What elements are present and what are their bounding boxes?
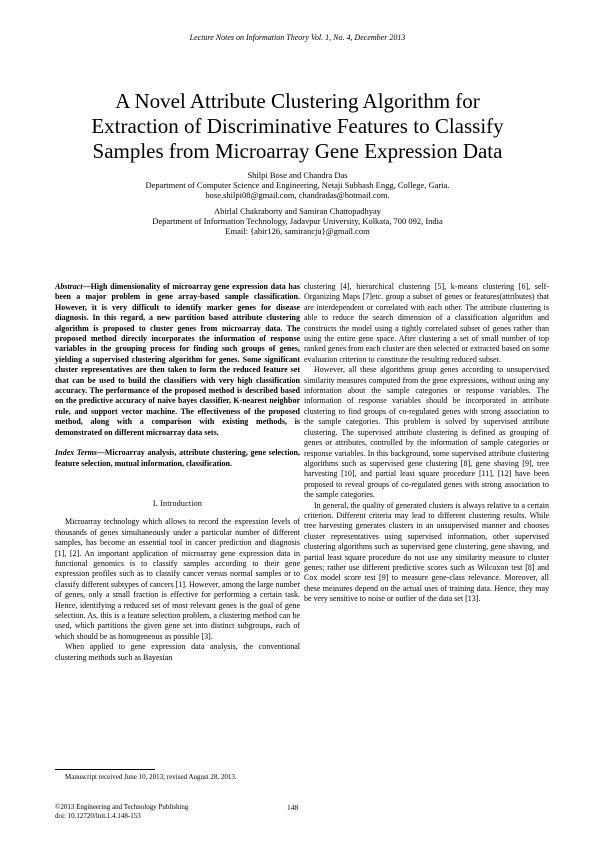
index-terms-lead: Index Terms — [55, 448, 97, 458]
author-affiliation: Department of Computer Science and Engineering, Netaji Subhash Engg, College, Garia. — [145, 180, 450, 190]
paragraph: When applied to gene expression data analysis, the conventional clustering methods such as Bayesian — [55, 642, 300, 662]
doi: doi: 10.12720/lnit.1.4.148-153 — [55, 812, 141, 820]
page-number: 148 — [287, 803, 299, 812]
copyright: ©2013 Engineering and Technology Publishing — [55, 803, 189, 811]
footer-publisher — [55, 803, 188, 821]
paragraph: In general, the quality of generated clusters is always relative to a certain criterion. Different criteria may lead to different clustering results. While tree harvesting generates clusters in an unsupervised manner and chooses cluster representatives using supervised information, other supervised clustering algorithms such as supervised gene clustering, gene shaving, and partial least square procedure do not use any similarity measure to cluster genes; rather use different predictive scores such as Wilcoxon test [8] and Cox model score test [9] to measure gene-class relevance. Moreover, all these measures depend on the actual uses of training data. Hence, they may be very sensitive to noise or outlier of the data set [13]. — [304, 500, 549, 604]
paragraph: clustering [4], hierarchical clustering [5], k-means clustering [6], self-Organizing Maps [7]etc. group a subset of genes or features(attributes) that are interdependent or correlated with each other. The attribute clustering is able to reduce the search dimension of a classification algorithm and constructs the model using a tightly correlated subset of genes rather than using the entire gene space. After clustering a set of small number of top ranked genes from each cluster are then selected or extracted based on some evaluation criterion to constitute the resulting reduced subset. — [304, 282, 549, 364]
author-names: Shilpi Bose and Chandra Das — [247, 170, 348, 180]
paragraph: Microarray technology which allows to record the expression levels of thousands of genes simultaneously under a particular number of different samples, has become an essential tool in cancer prediction and diagnosis [1], [2]. An important application of microarray gene expression data in functional genomics is to classify samples according to their gene expression profiles such as to classify cancer versus normal samples or to classify different subtypes of cancers [1]. However, among the large number of genes, only a small fraction is effective for performing a certain task. Hence, identifying a reduced set of most relevant genes is the goal of gene selection. As, this is a feature selection problem, a clustering method can be used, which partitions the given gene set into distinct subgroups, each of which should be as homogeneous as possible [3]. — [55, 517, 300, 641]
index-terms-text: —Microarray analysis, attribute clustering, gene selection, feature selection, mutual information, classification. — [55, 448, 300, 468]
section-heading: I. Introduction — [152, 498, 203, 508]
paper-title — [40, 89, 555, 164]
paragraph: However, all these algorithms group genes according to unsupervised similarity measures computed from the gene expressions, without using any information about the sample categories or response variables. The information of response variables should be incorporated in attribute clustering to find groups of co-regulated genes with strong association to the sample categories. This problem is solved by supervised attribute clustering. The supervised attribute clustering is defined as grouping of genes or attributes, controlled by the information of sample categories or response variables. In this background, some supervised attribute clustering algorithms such as supervised gene clustering [8], gene shaving [9], tree harvesting [10], and partial least square procedure [11], [12] have been proposed to reveal groups of co-regulated genes with strong association to the sample categories. — [304, 365, 549, 500]
author-names: Abirlal Chakraborty and Samiran Chattopadhyay — [213, 206, 382, 216]
index-terms — [55, 448, 300, 469]
footnote-divider — [55, 769, 155, 770]
author-affiliation: Department of Information Technology, Jadavpur University, Kolkata, 700 092, India — [152, 216, 443, 226]
right-column — [304, 282, 549, 605]
title-line: Extraction of Discriminative Features to Classify — [91, 114, 504, 138]
journal-header: Lecture Notes on Information Theory Vol. 1, No. 4, December 2013 — [189, 33, 406, 42]
footnote: Manuscript received June 10, 2013; revised August 28, 2013. — [65, 773, 237, 781]
abstract-text: —High dimensionality of microarray gene expression data has been a major problem in gene array-based sample classification. However, it is very difficult to identify marker genes for disease diagnosis. In this regard, a new partition based attribute clustering algorithm is proposed to cluster genes from microarray data. The proposed method directly incorporates the information of response variables in the grouping process for finding such groups of genes, yielding a supervised clustering algorithm for genes. Some significant cluster representatives are then taken to form the reduced feature set that can be used to build the classifiers with very high classification accuracy. The performance of the proposed method is described based on the predictive accuracy of naive bayes classifier, K-nearest neighbor rule, and support vector machine. The effectiveness of the proposed method, along with a comparison with existing methods, is demonstrated on different microarray data sets. — [55, 282, 300, 437]
left-column — [55, 282, 300, 663]
author-block — [40, 170, 555, 236]
author-email: bose.shilpi08@gmail.com, chandradas@hotmail.com. — [205, 190, 390, 200]
abstract-lead: Abstract — [55, 282, 83, 291]
title-line: Samples from Microarray Gene Expression Data — [92, 139, 503, 163]
author-email: Email: {abir126, samirancju}@gmail.com — [225, 226, 370, 236]
abstract — [55, 282, 300, 438]
title-line: A Novel Attribute Clustering Algorithm for — [115, 89, 480, 113]
